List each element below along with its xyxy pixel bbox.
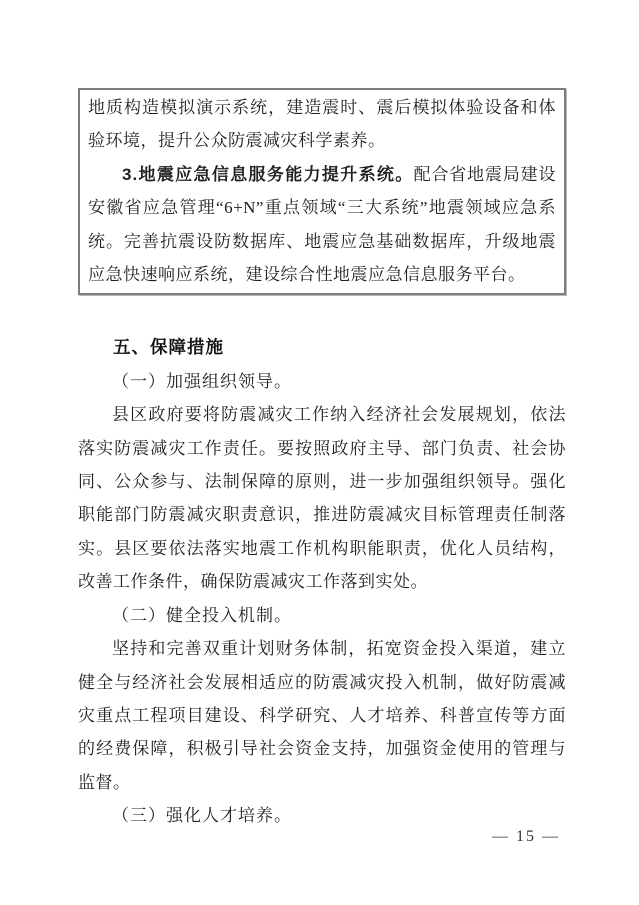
item3-lead-bold: 3.地震应急信息服务能力提升系统。 xyxy=(122,164,414,184)
subsection-2-title: （二）健全投入机制。 xyxy=(112,605,292,625)
subsection-3-title: （三）强化人才培养。 xyxy=(112,806,292,826)
document-content xyxy=(78,88,566,833)
boxed-paragraph-item3 xyxy=(88,158,556,292)
subsection-1-body: 县区政府要将防震减灾工作纳入经济社会发展规划，依法落实防震减灾工作责任。要按照政府主导、部门负责、社会协同、公众参与、法制保障的原则，进一步加强组织领导。强化职能部门防震减灾职责意识，推进防震减灾目标管理责任制落实。县区要依法落实地震工作机构职能职责，优化人员结构，改善工作条件，确保防震减灾工作落到实处。 xyxy=(78,405,566,592)
item3-body-text: 配合省地震局建设安徽省应急管理“6+N”重点领域“三大系统”地震领域应急系统。完善抗震设防数据库、地震应急基础数据库，升级地震应急快速响应系统，建设综合性地震应急信息服务平台。 xyxy=(88,164,557,285)
boxed-paragraph-continuation: 地质构造模拟演示系统，建造震时、震后模拟体验设备和体验环境，提升公众防震减灾科学素养。 xyxy=(88,98,556,151)
page-number: — 15 — xyxy=(492,828,560,845)
boxed-text-block xyxy=(78,88,566,295)
section-heading-5: 五、保障措施 xyxy=(113,337,224,358)
subsection-2-body: 坚持和完善双重计划财务体制，拓宽资金投入渠道，建立健全与经济社会发展相适应的防震减灾投入机制，做好防震减灾重点工程项目建设、科学研究、人才培养、科普宣传等方面的经费保障，积极引导社会资金支持，加强资金使用的管理与监督。 xyxy=(78,639,566,792)
subsection-1-title: （一）加强组织领导。 xyxy=(112,371,292,391)
